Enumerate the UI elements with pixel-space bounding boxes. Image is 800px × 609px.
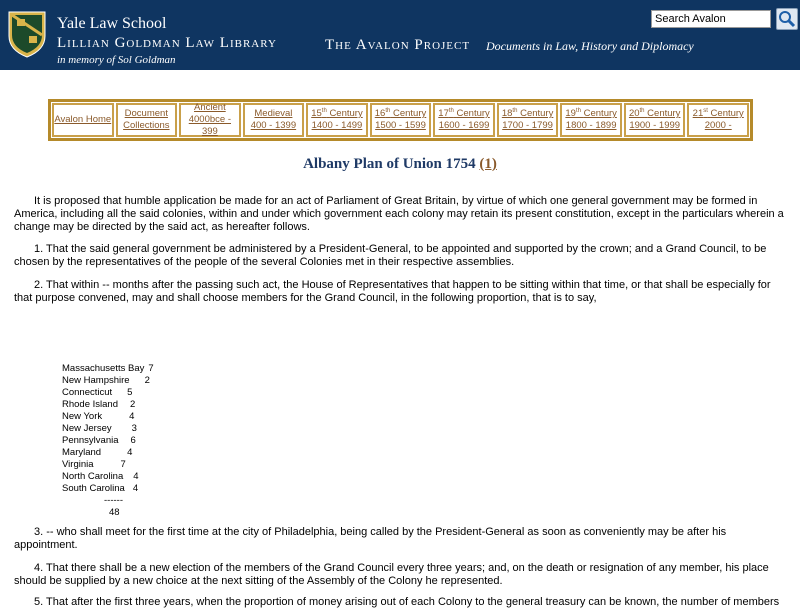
nav-avalon-home[interactable]: Avalon Home (52, 103, 114, 137)
table-divider: ------ (104, 495, 123, 506)
nav-21st-century[interactable]: 21st Century 2000 - (687, 103, 749, 137)
table-row: Massachusetts Bay 7 (62, 363, 154, 374)
library-name[interactable]: Lillian Goldman Law Library (57, 35, 277, 51)
yale-shield-logo[interactable] (8, 10, 46, 58)
table-row: Pennsylvania 6 (62, 435, 136, 446)
table-total: 48 (109, 507, 120, 518)
memory-line: in memory of Sol Goldman (57, 54, 176, 66)
avalon-project-subtitle: Documents in Law, History and Diplomacy (486, 39, 694, 53)
footnote-link[interactable]: (1) (479, 156, 497, 172)
table-row: South Carolina 4 (62, 483, 139, 494)
colony-apportionment-table (62, 363, 154, 519)
site-header (0, 0, 800, 70)
nav-16th-century[interactable]: 16th Century 1500 - 1599 (370, 103, 432, 137)
table-row: Connecticut 5 (62, 387, 133, 398)
school-name[interactable]: Yale Law School (57, 15, 167, 32)
table-row: Rhode Island 2 (62, 399, 136, 410)
search-button[interactable] (776, 8, 798, 30)
nav-19th-century[interactable]: 19th Century 1800 - 1899 (560, 103, 622, 137)
avalon-project-title[interactable]: The Avalon Project (325, 37, 471, 53)
document-title: Albany Plan of Union 1754 (1) (303, 156, 497, 172)
nav-medieval[interactable]: Medieval 400 - 1399 (243, 103, 305, 137)
table-row: North Carolina 4 (62, 471, 139, 482)
nav-document-collections[interactable]: Document Collections (116, 103, 178, 137)
table-row: New Jersey 3 (62, 423, 137, 434)
table-row: Virginia 7 (62, 459, 126, 470)
paragraph-3: 3. -- who shall meet for the first time at the city of Philadelphia, being called by the President-General as soon as conveniently may be after his appointment. (14, 526, 727, 551)
table-row: Maryland 4 (62, 447, 133, 458)
paragraph-5: 5. That after the first three years, when the proportion of money arising out of each Colony to the general treasury can be known, the number of members (34, 596, 780, 608)
paragraph-intro: It is proposed that humble application be made for an act of Parliament of Great Britain, by virtue of which one general government may be formed in America, including all the said colonies, within and under which government each colony may retain its present constitution, except in the particulars wherein a change may be directed by the said act, as hereafter follows. (14, 195, 784, 233)
paragraph-4: 4. That there shall be a new election of the members of the Grand Council every three years; and, on the death or resignation of any member, his place should be supplied by a new choice at the next sitting of the Assembly of the Colony he represented. (14, 562, 769, 587)
paragraph-2: 2. That within -- months after the passing such act, the House of Representatives that happen to be sitting within that time, or that shall be especially for that purpose convened, may and shall choose members for the Grand Council, in the following proportion, that is to say, (14, 279, 771, 304)
table-row: New Hampshire 2 (62, 375, 150, 386)
nav-20th-century[interactable]: 20th Century 1900 - 1999 (624, 103, 686, 137)
century-navigation (48, 99, 753, 141)
nav-18th-century[interactable]: 18th Century 1700 - 1799 (497, 103, 559, 137)
search-icon (777, 9, 797, 29)
paragraph-1: 1. That the said general government be administered by a President-General, to be appointed and supported by the crown; and a Grand Council, to be chosen by the representatives of the people of the several Colonies met in their respective assemblies. (14, 243, 767, 268)
nav-17th-century[interactable]: 17th Century 1600 - 1699 (433, 103, 495, 137)
table-row: New York 4 (62, 411, 135, 422)
nav-15th-century[interactable]: 15th Century 1400 - 1499 (306, 103, 368, 137)
search-input[interactable] (651, 10, 771, 28)
nav-ancient[interactable]: Ancient 4000bce - 399 (179, 103, 241, 137)
